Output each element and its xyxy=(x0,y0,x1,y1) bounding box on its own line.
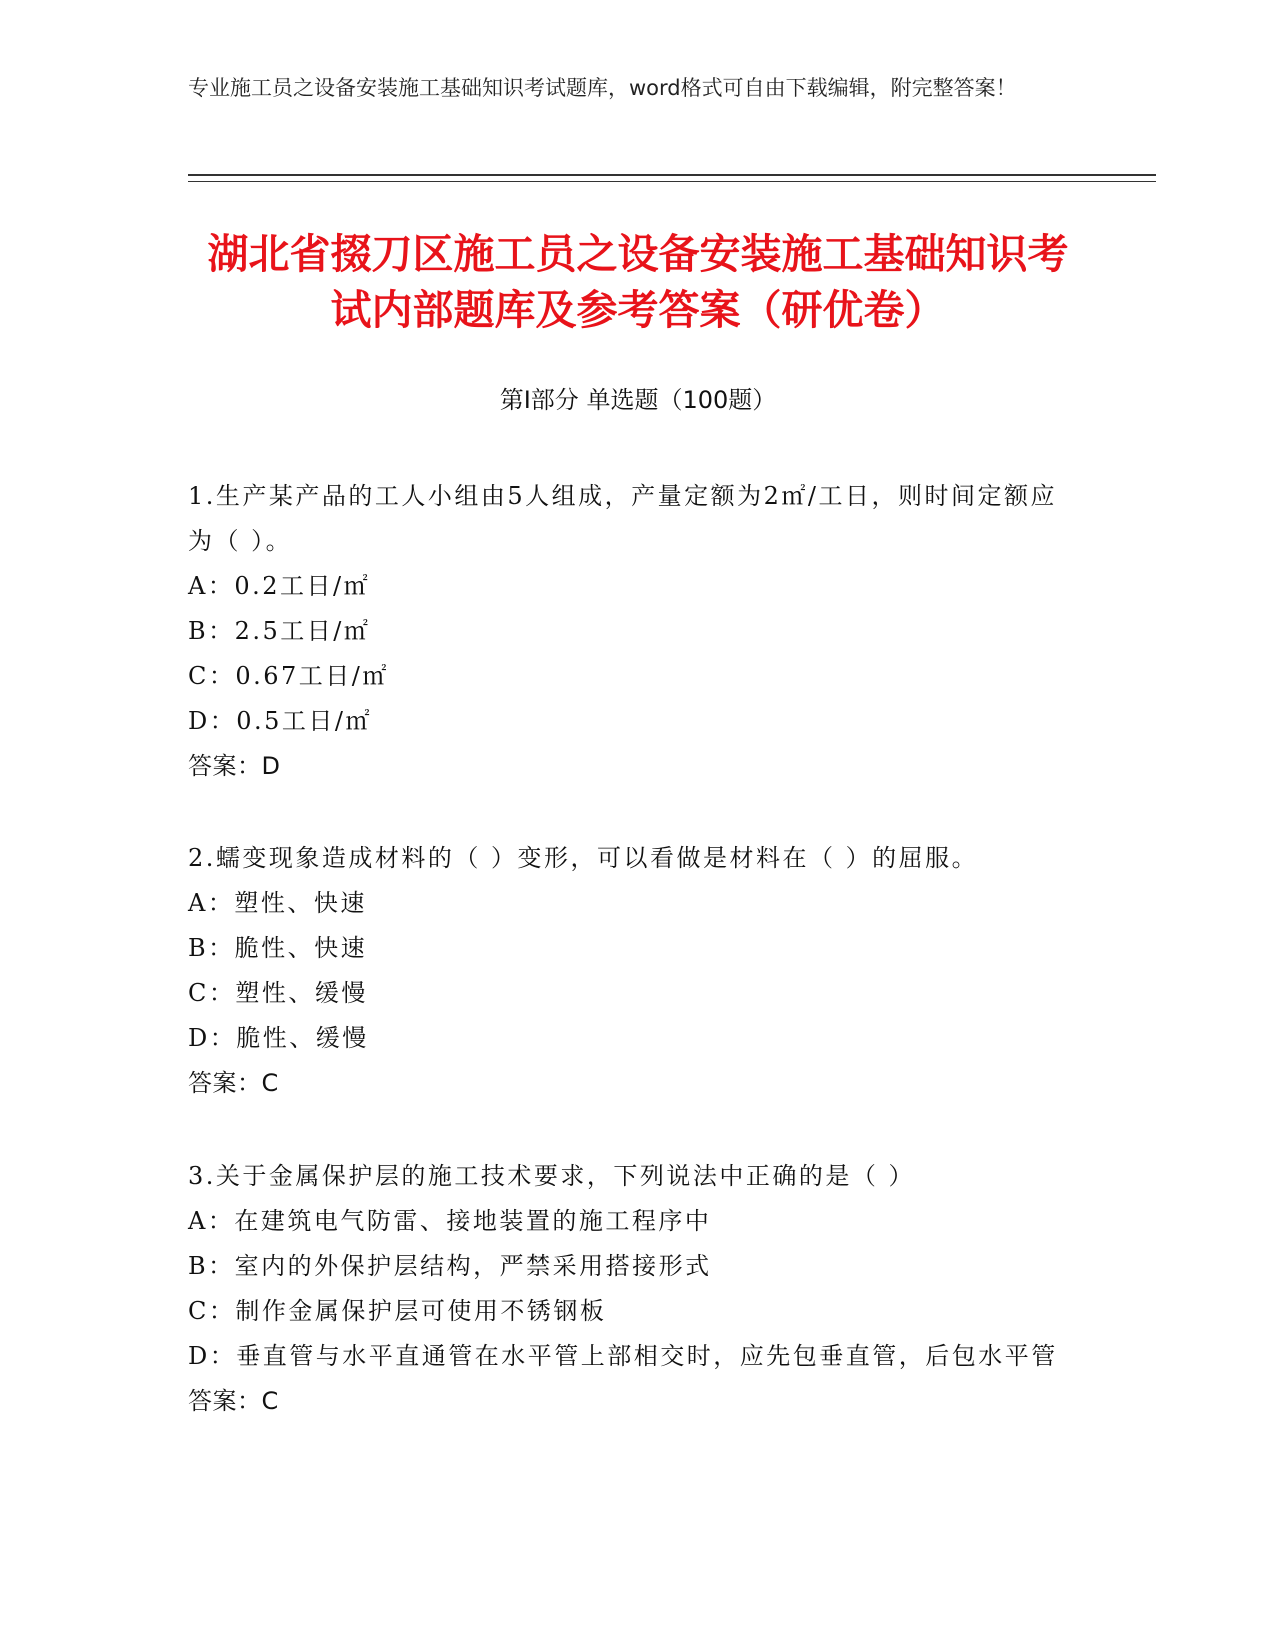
question-block xyxy=(188,1154,1068,1424)
option-c: C：制作金属保护层可使用不锈钢板 xyxy=(188,1297,607,1325)
answer: 答案：D xyxy=(188,752,281,780)
question-block xyxy=(188,474,1068,789)
header-divider-thin xyxy=(188,181,1156,182)
option-c: C：塑性、缓慢 xyxy=(188,979,368,1007)
option-b: B：2.5工日/㎡ xyxy=(188,617,371,645)
option-a: A：0.2工日/㎡ xyxy=(188,572,371,600)
question-stem: 3.关于金属保护层的施工技术要求，下列说法中正确的是（ ） xyxy=(188,1162,916,1190)
option-d: D：垂直管与水平直通管在水平管上部相交时，应先包垂直管，后包水平管 xyxy=(188,1342,1058,1370)
question-block xyxy=(188,836,1068,1106)
section-title: 第Ⅰ部分 单选题（100题） xyxy=(499,386,777,414)
question-stem: 2.蠕变现象造成材料的（ ）变形，可以看做是材料在（ ）的屈服。 xyxy=(188,844,979,872)
option-b: B：脆性、快速 xyxy=(188,934,368,962)
option-d: D：脆性、缓慢 xyxy=(188,1024,369,1052)
option-a: A：在建筑电气防雷、接地装置的施工程序中 xyxy=(188,1207,712,1235)
answer: 答案：C xyxy=(188,1069,279,1097)
question-stem: 1.生产某产品的工人小组由5人组成，产量定额为2㎡/工日，则时间定额应为（ ）。 xyxy=(188,482,1058,555)
option-d: D：0.5工日/㎡ xyxy=(188,707,372,735)
option-c: C：0.67工日/㎡ xyxy=(188,662,389,690)
header-note: 专业施工员之设备安装施工基础知识考试题库，word格式可自由下载编辑，附完整答案！ xyxy=(188,76,1017,100)
option-b: B：室内的外保护层结构，严禁采用搭接形式 xyxy=(188,1252,712,1280)
document-title: 湖北省掇刀区施工员之设备安装施工基础知识考试内部题库及参考答案（研优卷） xyxy=(207,230,1069,334)
option-a: A：塑性、快速 xyxy=(188,889,367,917)
answer: 答案：C xyxy=(188,1387,279,1415)
header-divider-thick xyxy=(188,174,1156,176)
